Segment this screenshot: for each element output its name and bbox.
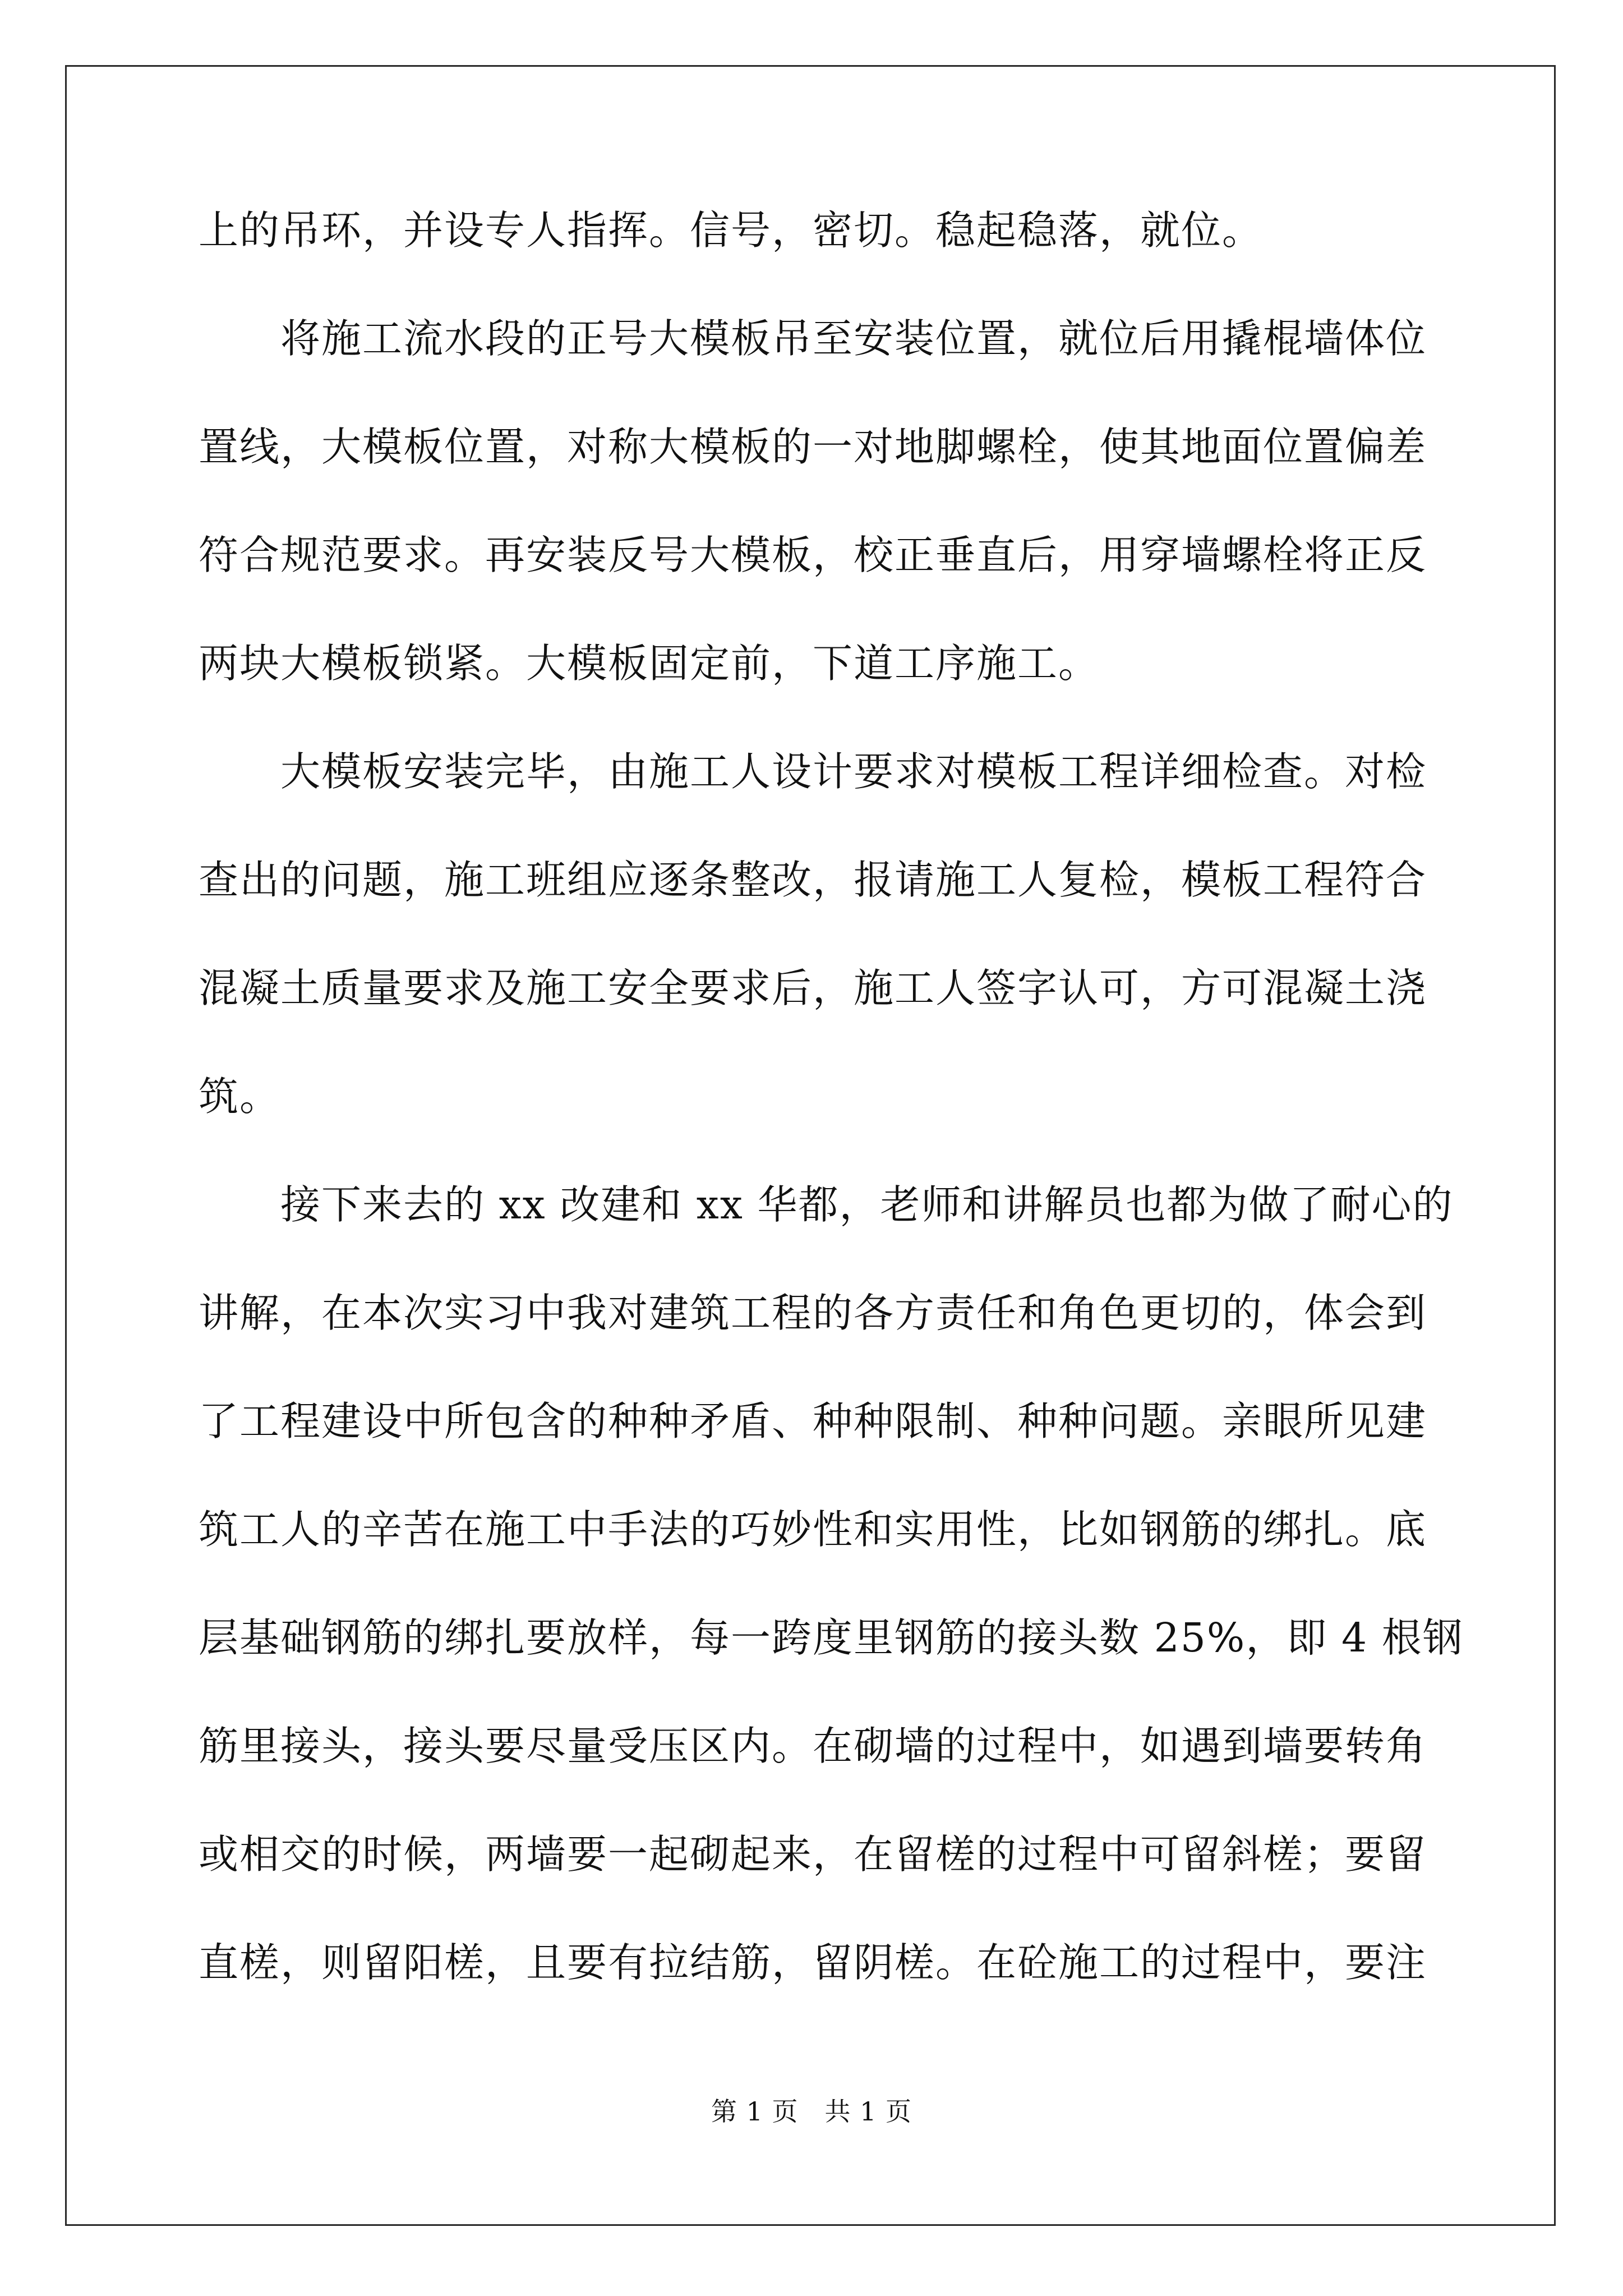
text-line: 筋里接头，接头要尽量受压区内。在砌墙的过程中，如遇到墙要转角 [199,1723,1427,1769]
text-line: 了工程建设中所包含的种种矛盾、种种限制、种种问题。亲眼所见建 [199,1398,1427,1444]
text-line: 两块大模板锁紧。大模板固定前，下道工序施工。 [199,640,1100,687]
text-line: 大模板安装完毕，由施工人设计要求对模板工程详细检查。对检 [280,748,1427,795]
page-footer: 第 1 页 共 1 页 [711,2096,912,2127]
text-line: 置线，大模板位置，对称大模板的一对地脚螺栓，使其地面位置偏差 [199,424,1427,470]
text-line: 筑工人的辛苦在施工中手法的巧妙性和实用性，比如钢筋的绑扎。底 [199,1506,1427,1553]
text-line: 讲解，在本次实习中我对建筑工程的各方责任和角色更切的，体会到 [199,1290,1427,1336]
text-line: 混凝土质量要求及施工安全要求后，施工人签字认可，方可混凝土浇 [199,965,1427,1011]
text-line: 将施工流水段的正号大模板吊至安装位置，就位后用撬棍墙体位 [280,315,1427,362]
text-line: 接下来去的 xx 改建和 xx 华都，老师和讲解员也都为做了耐心的 [280,1181,1454,1228]
text-line: 或相交的时候，两墙要一起砌起来，在留槎的过程中可留斜槎；要留 [199,1831,1427,1878]
page-border [65,65,1556,2226]
text-line: 上的吊环，并设专人指挥。信号，密切。稳起稳落，就位。 [199,207,1264,254]
text-line: 筑。 [199,1073,281,1120]
text-line: 查出的问题，施工班组应逐条整改，报请施工人复检，模板工程符合 [199,857,1427,903]
text-line: 符合规范要求。再安装反号大模板，校正垂直后，用穿墙螺栓将正反 [199,532,1427,578]
text-line: 层基础钢筋的绑扎要放样，每一跨度里钢筋的接头数 25%，即 4 根钢 [199,1614,1464,1661]
text-line: 直槎，则留阳槎，且要有拉结筋，留阴槎。在砼施工的过程中，要注 [199,1939,1427,1986]
